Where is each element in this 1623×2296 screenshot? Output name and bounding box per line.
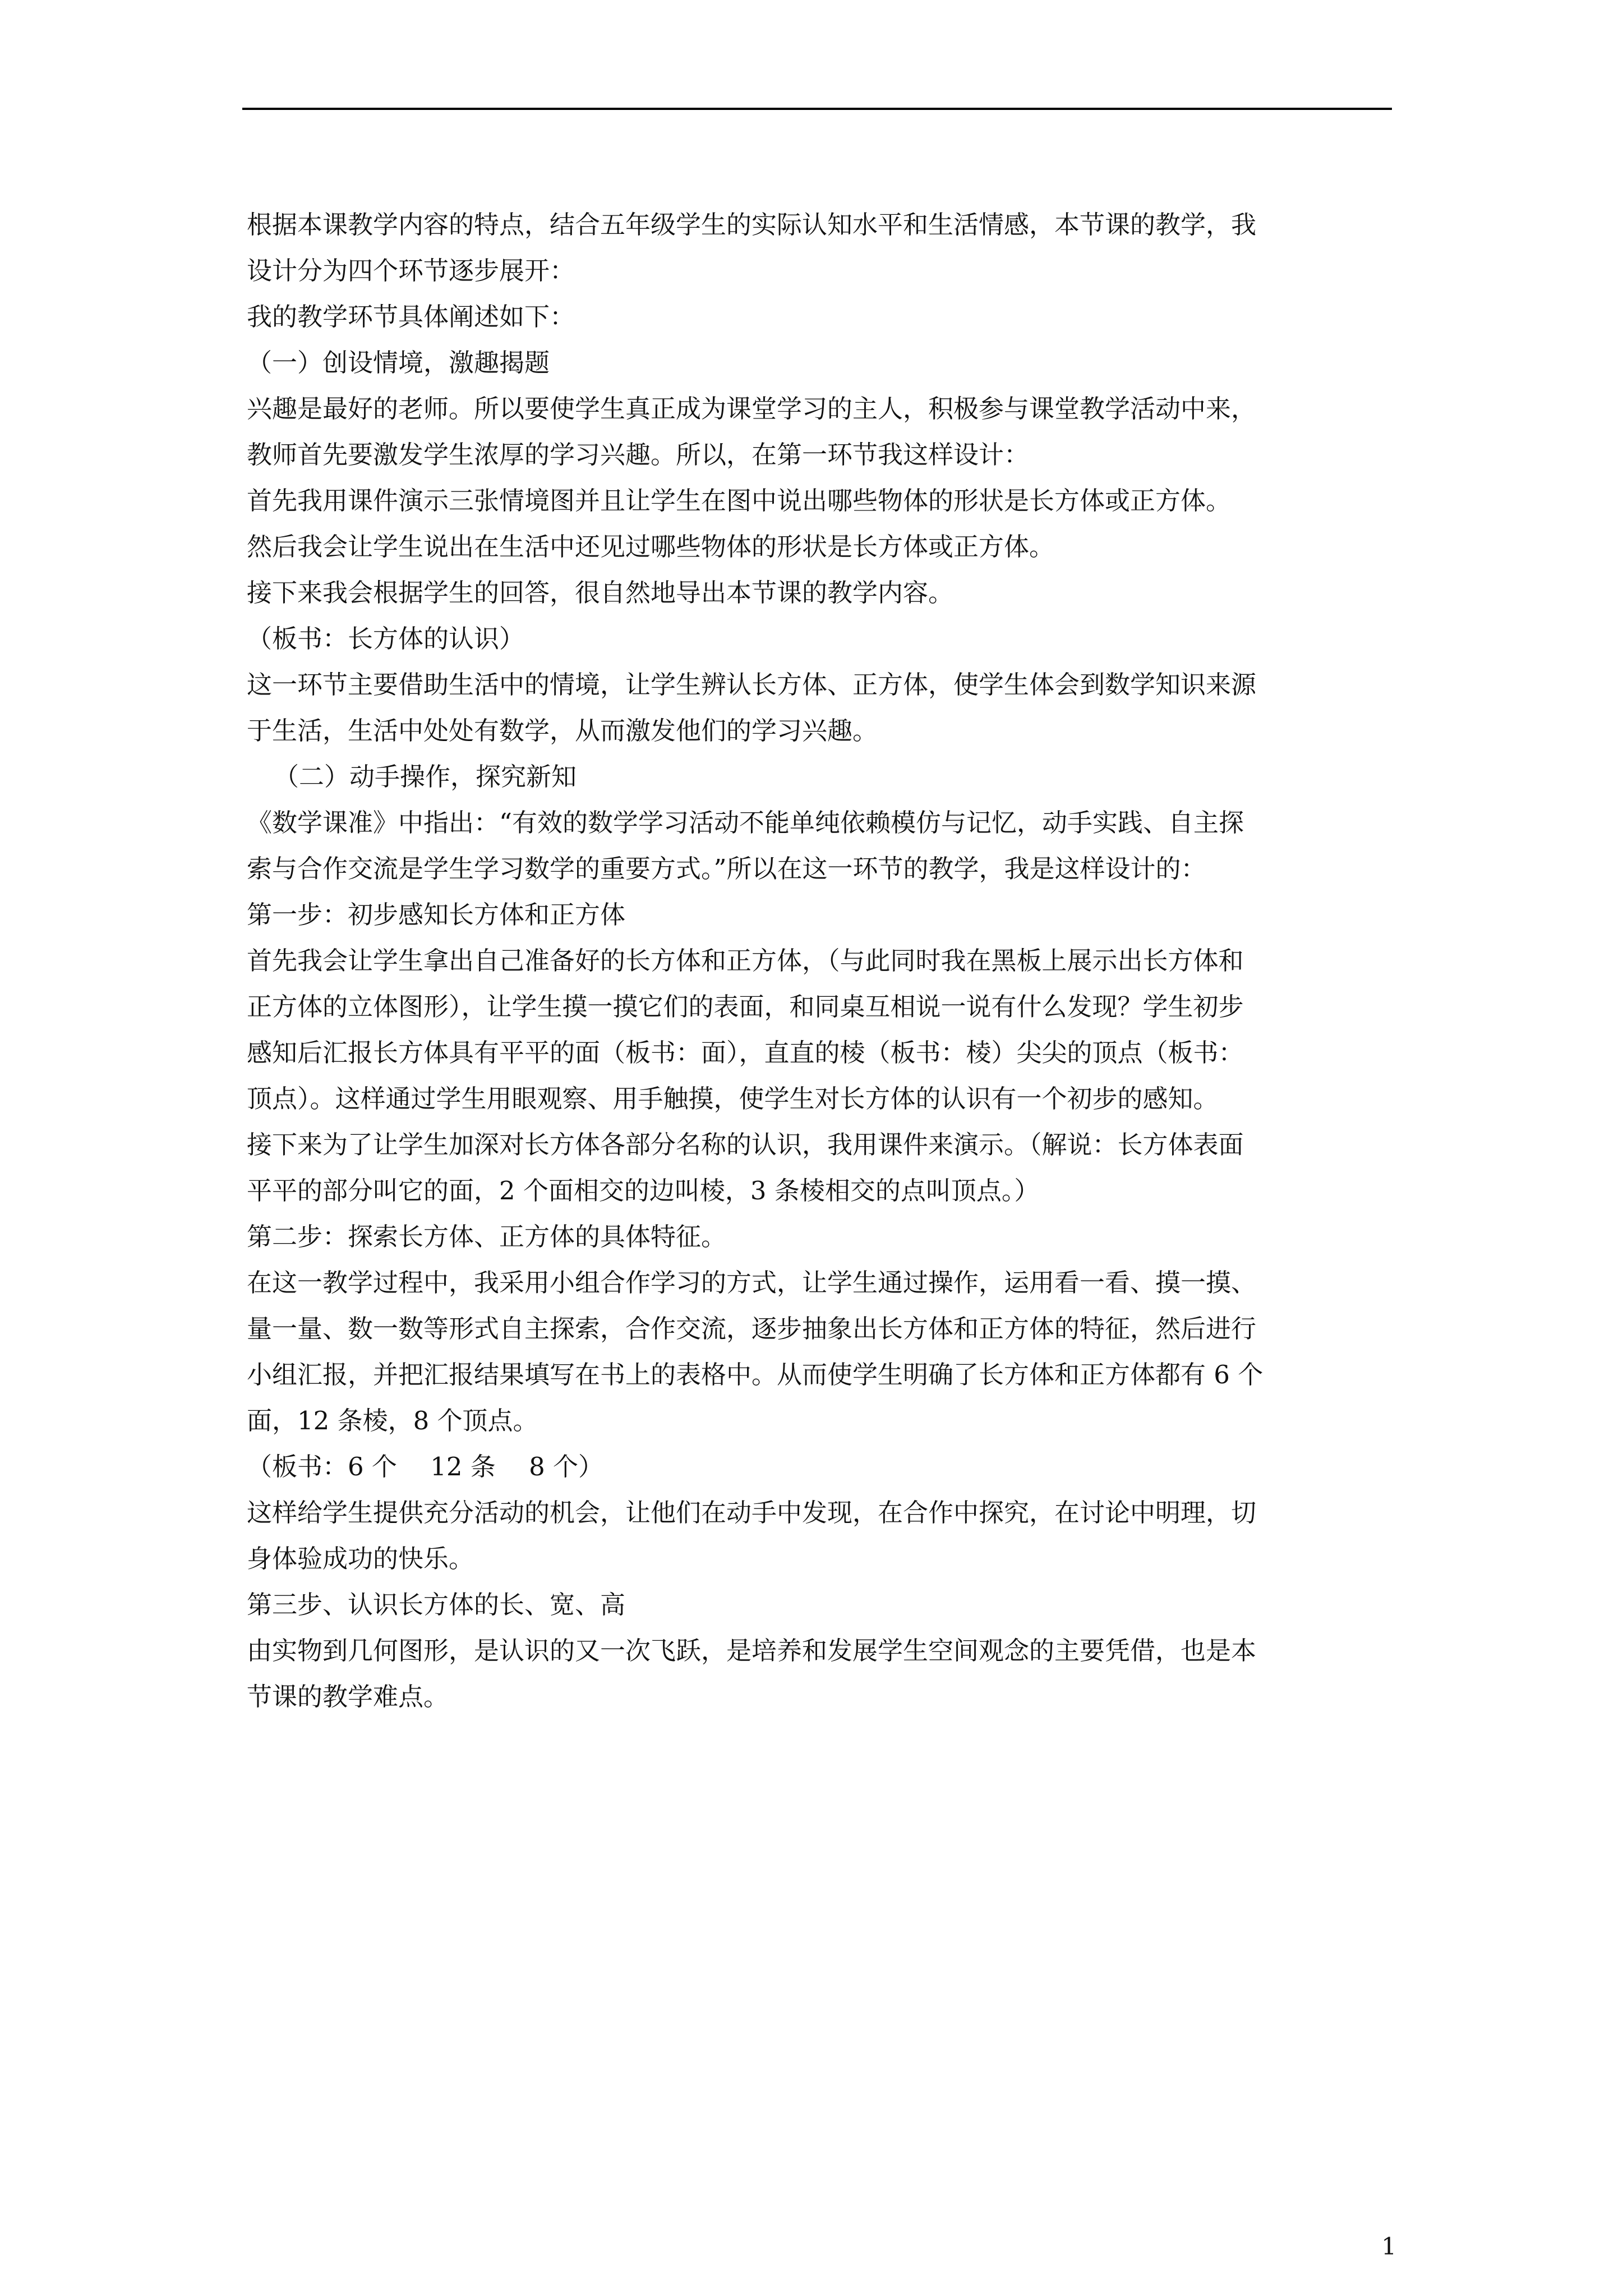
paragraph-line: 《数学课准》中指出：“有效的数学学习活动不能单纯依赖模仿与记忆，动手实践、自主探 (247, 808, 1244, 838)
paragraph-line: 面，12 条棱，8 个顶点。 (247, 1406, 538, 1435)
paragraph-line: 由实物到几何图形，是认识的又一次飞跃，是培养和发展学生空间观念的主要凭借，也是本 (247, 1636, 1257, 1665)
page-number: 1 (1381, 2233, 1396, 2260)
paragraph-line: 索与合作交流是学生学习数学的重要方式。”所以在这一环节的教学，我是这样设计的： (247, 854, 1206, 884)
step-heading: 第一步：初步感知长方体和正方体 (247, 900, 626, 930)
paragraph-line: 教师首先要激发学生浓厚的学习兴趣。所以，在第一环节我这样设计： (247, 440, 1030, 470)
paragraph-line: 然后我会让学生说出在生活中还见过哪些物体的形状是长方体或正方体。 (247, 532, 1055, 562)
paragraph-line: 首先我会让学生拿出自己准备好的长方体和正方体，（与此同时我在黑板上展示出长方体和 (247, 946, 1244, 976)
section-heading: （一）创设情境，激趣揭题 (247, 348, 550, 378)
paragraph-line: 量一量、数一数等形式自主探索，合作交流，逐步抽象出长方体和正方体的特征，然后进行 (247, 1314, 1257, 1343)
paragraph-line: 兴趣是最好的老师。所以要使学生真正成为课堂学习的主人，积极参与课堂教学活动中来， (247, 394, 1257, 424)
paragraph-line: 小组汇报，并把汇报结果填写在书上的表格中。从而使学生明确了长方体和正方体都有 6 个 (247, 1360, 1264, 1389)
paragraph-line: 节课的教学难点。 (247, 1682, 449, 1711)
paragraph-line: 根据本课教学内容的特点，结合五年级学生的实际认知水平和生活情感，本节课的教学，我 (247, 210, 1257, 240)
paragraph-line: 我的教学环节具体阐述如下： (247, 302, 575, 332)
board-note: （板书：6 个 12 条 8 个） (247, 1452, 604, 1481)
document-body (247, 208, 1391, 1726)
paragraph-line: 设计分为四个环节逐步展开： (247, 256, 575, 286)
paragraph-line: 首先我用课件演示三张情境图并且让学生在图中说出哪些物体的形状是长方体或正方体。 (247, 486, 1232, 516)
paragraph-line: 平平的部分叫它的面，2 个面相交的边叫棱，3 条棱相交的点叫顶点。） (247, 1176, 1040, 1205)
section-heading: （二）动手操作，探究新知 (274, 762, 577, 792)
paragraph-line: 这一环节主要借助生活中的情境，让学生辨认长方体、正方体，使学生体会到数学知识来源 (247, 670, 1257, 700)
paragraph-line: 正方体的立体图形），让学生摸一摸它们的表面，和同桌互相说一说有什么发现？学生初步 (247, 992, 1244, 1022)
paragraph-line: 接下来我会根据学生的回答，很自然地导出本节课的教学内容。 (247, 578, 954, 608)
header-rule (242, 108, 1392, 110)
paragraph-line: 接下来为了让学生加深对长方体各部分名称的认识，我用课件来演示。（解说：长方体表面 (247, 1130, 1244, 1159)
step-heading: 第三步、认识长方体的长、宽、高 (247, 1590, 626, 1619)
step-heading: 第二步：探索长方体、正方体的具体特征。 (247, 1222, 727, 1251)
paragraph-line: 于生活，生活中处处有数学，从而激发他们的学习兴趣。 (247, 716, 878, 746)
paragraph-line: 感知后汇报长方体具有平平的面（板书：面），直直的棱（板书：棱）尖尖的顶点（板书： (247, 1038, 1244, 1068)
paragraph-line: 在这一教学过程中，我采用小组合作学习的方式，让学生通过操作，运用看一看、摸一摸、 (247, 1268, 1257, 1297)
paragraph-line: 身体验成功的快乐。 (247, 1544, 474, 1573)
paragraph-line: 这样给学生提供充分活动的机会，让他们在动手中发现，在合作中探究，在讨论中明理，切 (247, 1498, 1257, 1527)
paragraph-line: 顶点）。这样通过学生用眼观察、用手触摸，使学生对长方体的认识有一个初步的感知。 (247, 1084, 1219, 1114)
board-note: （板书：长方体的认识） (247, 624, 525, 654)
